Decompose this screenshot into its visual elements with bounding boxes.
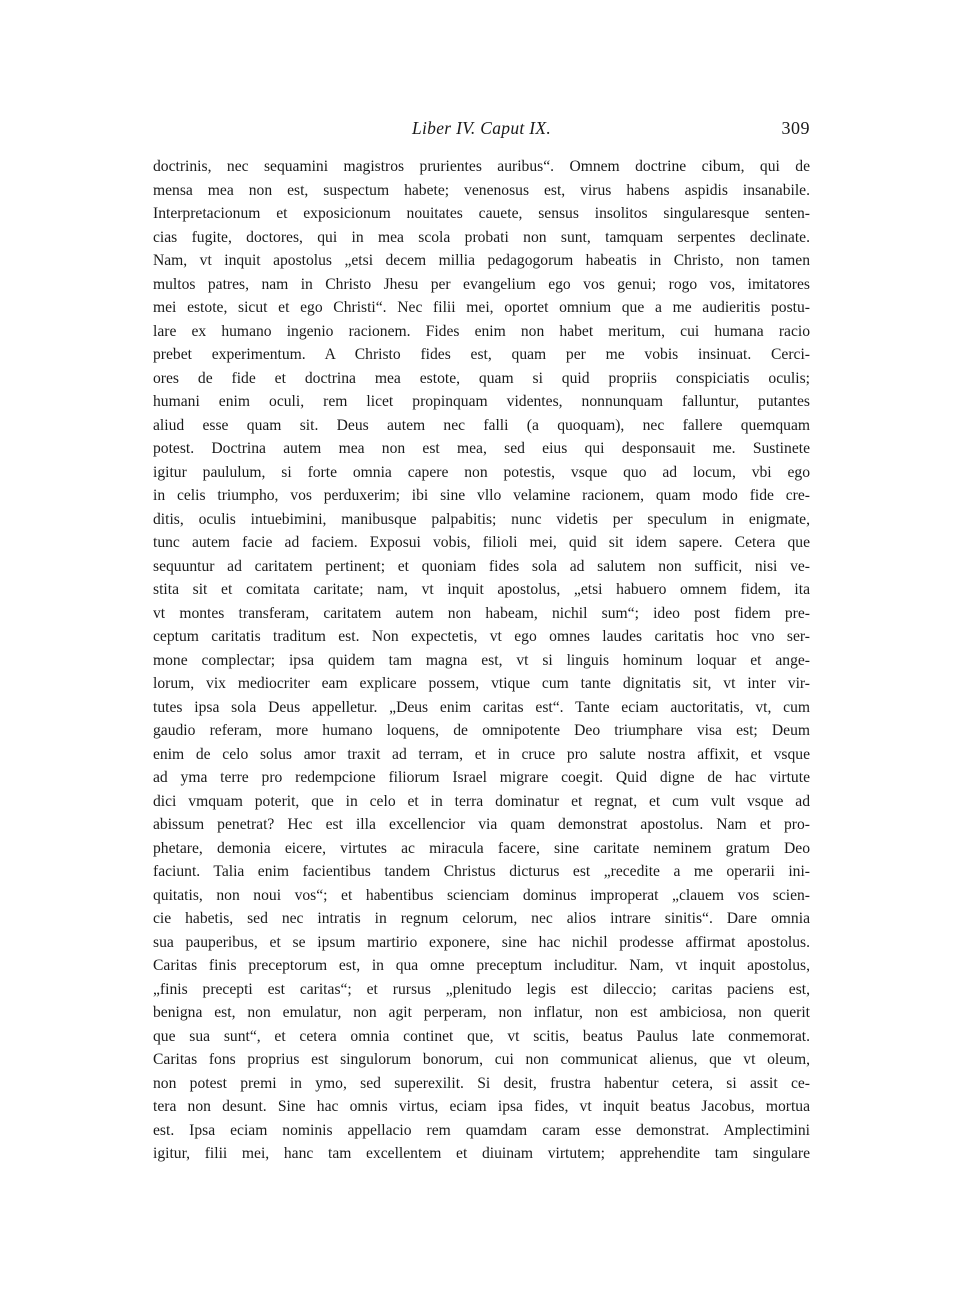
body-text: [153, 155, 810, 1166]
text-line: doctrinis, nec sequamini magistros prurientes auribus“. Omnem doctrine cibum, qui de: [153, 158, 810, 175]
text-line: igitur paululum, si forte omnia capere non potestis, vsque quo ad locum, vbi ego: [153, 463, 810, 481]
page-number: 309: [781, 118, 810, 138]
text-line: Interpretacionum et exposicionum nouitates cauete, sensus insolitos singularesque senten-: [153, 205, 810, 222]
text-line: faciunt. Talia enim facientibus tandem Christus dicturus est „recedite a me operarii ini-: [153, 863, 810, 880]
text-line: cias fugite, doctores, qui in mea scola probati non sunt, tamquam serpentes declinate.: [153, 228, 810, 246]
text-line: ores de fide et doctrina mea estote, quam si quid propriis conspiciatis oculis;: [153, 369, 810, 387]
text-line: dici vmquam poterit, que in celo et in terra dominatur et regnat, et cum vult vsque ad: [153, 792, 810, 810]
text-line: lorum, vix mediocriter eam explicare possem, vtique cum tante dignitatis sit, vt inter vir-: [153, 675, 810, 692]
text-line: mone complectar; ipsa quidem tam magna est, vt si linguis hominum loquar et ange-: [153, 651, 810, 669]
text-line: enim de celo solus amor traxit ad terram, et in cruce pro salute nostra affixit, et vsque: [153, 745, 810, 763]
running-head: [153, 118, 810, 142]
text-line: quitatis, non noui vos“; et habentibus scienciam dominus improperat „clauem vos scien-: [153, 886, 810, 904]
text-line: que sua sunt“, et cetera omnia continet que, vt scitis, beatus Paulus late conmemorat.: [153, 1027, 810, 1045]
text-line: „finis precepti est caritas“; et rursus „plenitudo legis est dileccio; caritas paciens est,: [153, 980, 810, 998]
text-line: cie habetis, sed nec intratis in regnum celorum, nec alios intrare sinitis“. Dare omnia: [153, 910, 810, 927]
text-line: benigna est, non emulatur, non agit perperam, non inflatur, non est ambiciosa, non querit: [153, 1004, 810, 1021]
text-line: Nam, vt inquit apostolus „etsi decem millia pedagogorum habeatis in Christo, non tamen: [153, 252, 810, 269]
text-line: mei estote, sicut et ego Christi“. Nec filii mei, oportet omnium que a me audieritis postu-: [153, 299, 810, 316]
text-line: prebet experimentum. A Christo fides est, quam per me vobis insinuat. Cerci-: [153, 346, 810, 363]
text-line: Caritas finis preceptorum est, in qua omne preceptum includitur. Nam, vt inquit apostolus,: [153, 957, 810, 974]
text-line: in celis triumpho, vos perduxerim; ibi sine vllo velamine racionem, quam modo fide cre-: [153, 487, 810, 504]
text-line: ceptum caritatis traditum est. Non expectetis, vt ego omnes laudes caritatis hoc vno ser-: [153, 628, 810, 645]
text-line: igitur, filii mei, hanc tam excellentem et diuinam virtutem; apprehendite tam singulare: [153, 1145, 810, 1162]
text-line: abissum penetrat? Hec est illa excellencior via quam demonstrat apostolus. Nam et pro-: [153, 816, 810, 833]
text-line: humani enim oculi, rem licet propinquam videntes, nonnunquam falluntur, putantes: [153, 393, 810, 410]
text-line: potest. Doctrina autem mea non est mea, sed eius qui desponsauit me. Sustinete: [153, 440, 810, 457]
text-line: sequuntur ad caritatem pertinent; et quoniam fides sola ad salutem non sufficit, nisi ve-: [153, 557, 810, 575]
text-line: mensa mea non est, suspectum habete; venenosus est, virus habens aspidis insanabile.: [153, 181, 810, 199]
text-line: ditis, oculis intuebimini, manibusque palpabitis; nunc videtis per speculum in enigmate,: [153, 510, 810, 528]
text-line: phetare, demonia eicere, virtutes ac miracula facere, sine caritate neminem gratum Deo: [153, 839, 810, 857]
text-line: tutes ipsa sola Deus appelletur. „Deus enim caritas est“. Tante eciam auctoritatis, vt, cum: [153, 698, 810, 716]
text-line: non potest premi in ymo, sed superexilit. Si desit, frustra habentur cetera, si assit ce-: [153, 1074, 810, 1092]
text-line: est. Ipsa eciam nominis appellacio rem quamdam caram esse demonstrat. Amplectimini: [153, 1121, 810, 1139]
text-line: tera non desunt. Sine hac omnis virtus, eciam ipsa fides, vt inquit beatus Jacobus, mortua: [153, 1098, 810, 1115]
text-line: ad yma terre pro redempcione filiorum Israel migrare coegit. Quid digne de hac virtute: [153, 769, 810, 786]
text-line: aliud esse quam sit. Deus autem nec falli (a quoquam), nec fallere quemquam: [153, 416, 810, 434]
running-title: Liber IV. Caput IX.: [411, 118, 552, 138]
text-line: sua pauperibus, et se ipsum martirio exponere, sine hac nichil prodesse affirmat apostolus.: [153, 933, 810, 951]
text-line: vt montes transferam, caritatem autem non habeam, nichil sum“; ideo post fidem pre-: [153, 604, 810, 622]
text-line: tunc autem facie ad faciem. Exposui vobis, filioli mei, quid sit idem sapere. Cetera que: [153, 534, 810, 551]
text-line: gaudio referam, more humano loquens, de omnipotente Deo triumphare visa est; Deum: [153, 722, 810, 739]
text-line: stita sit et comitata caritate; nam, vt inquit apostolus, „etsi habuero omnem fidem, ita: [153, 581, 810, 598]
text-line: multos patres, nam in Christo Jhesu per evangelium ego vos genui; rogo vos, imitatores: [153, 275, 810, 293]
text-line: lare ex humano ingenio racionem. Fides enim non habet meritum, cui humana racio: [153, 322, 810, 340]
text-line: Caritas fons proprius est singulorum bonorum, cui non communicat alienus, que vt oleum,: [153, 1051, 810, 1068]
